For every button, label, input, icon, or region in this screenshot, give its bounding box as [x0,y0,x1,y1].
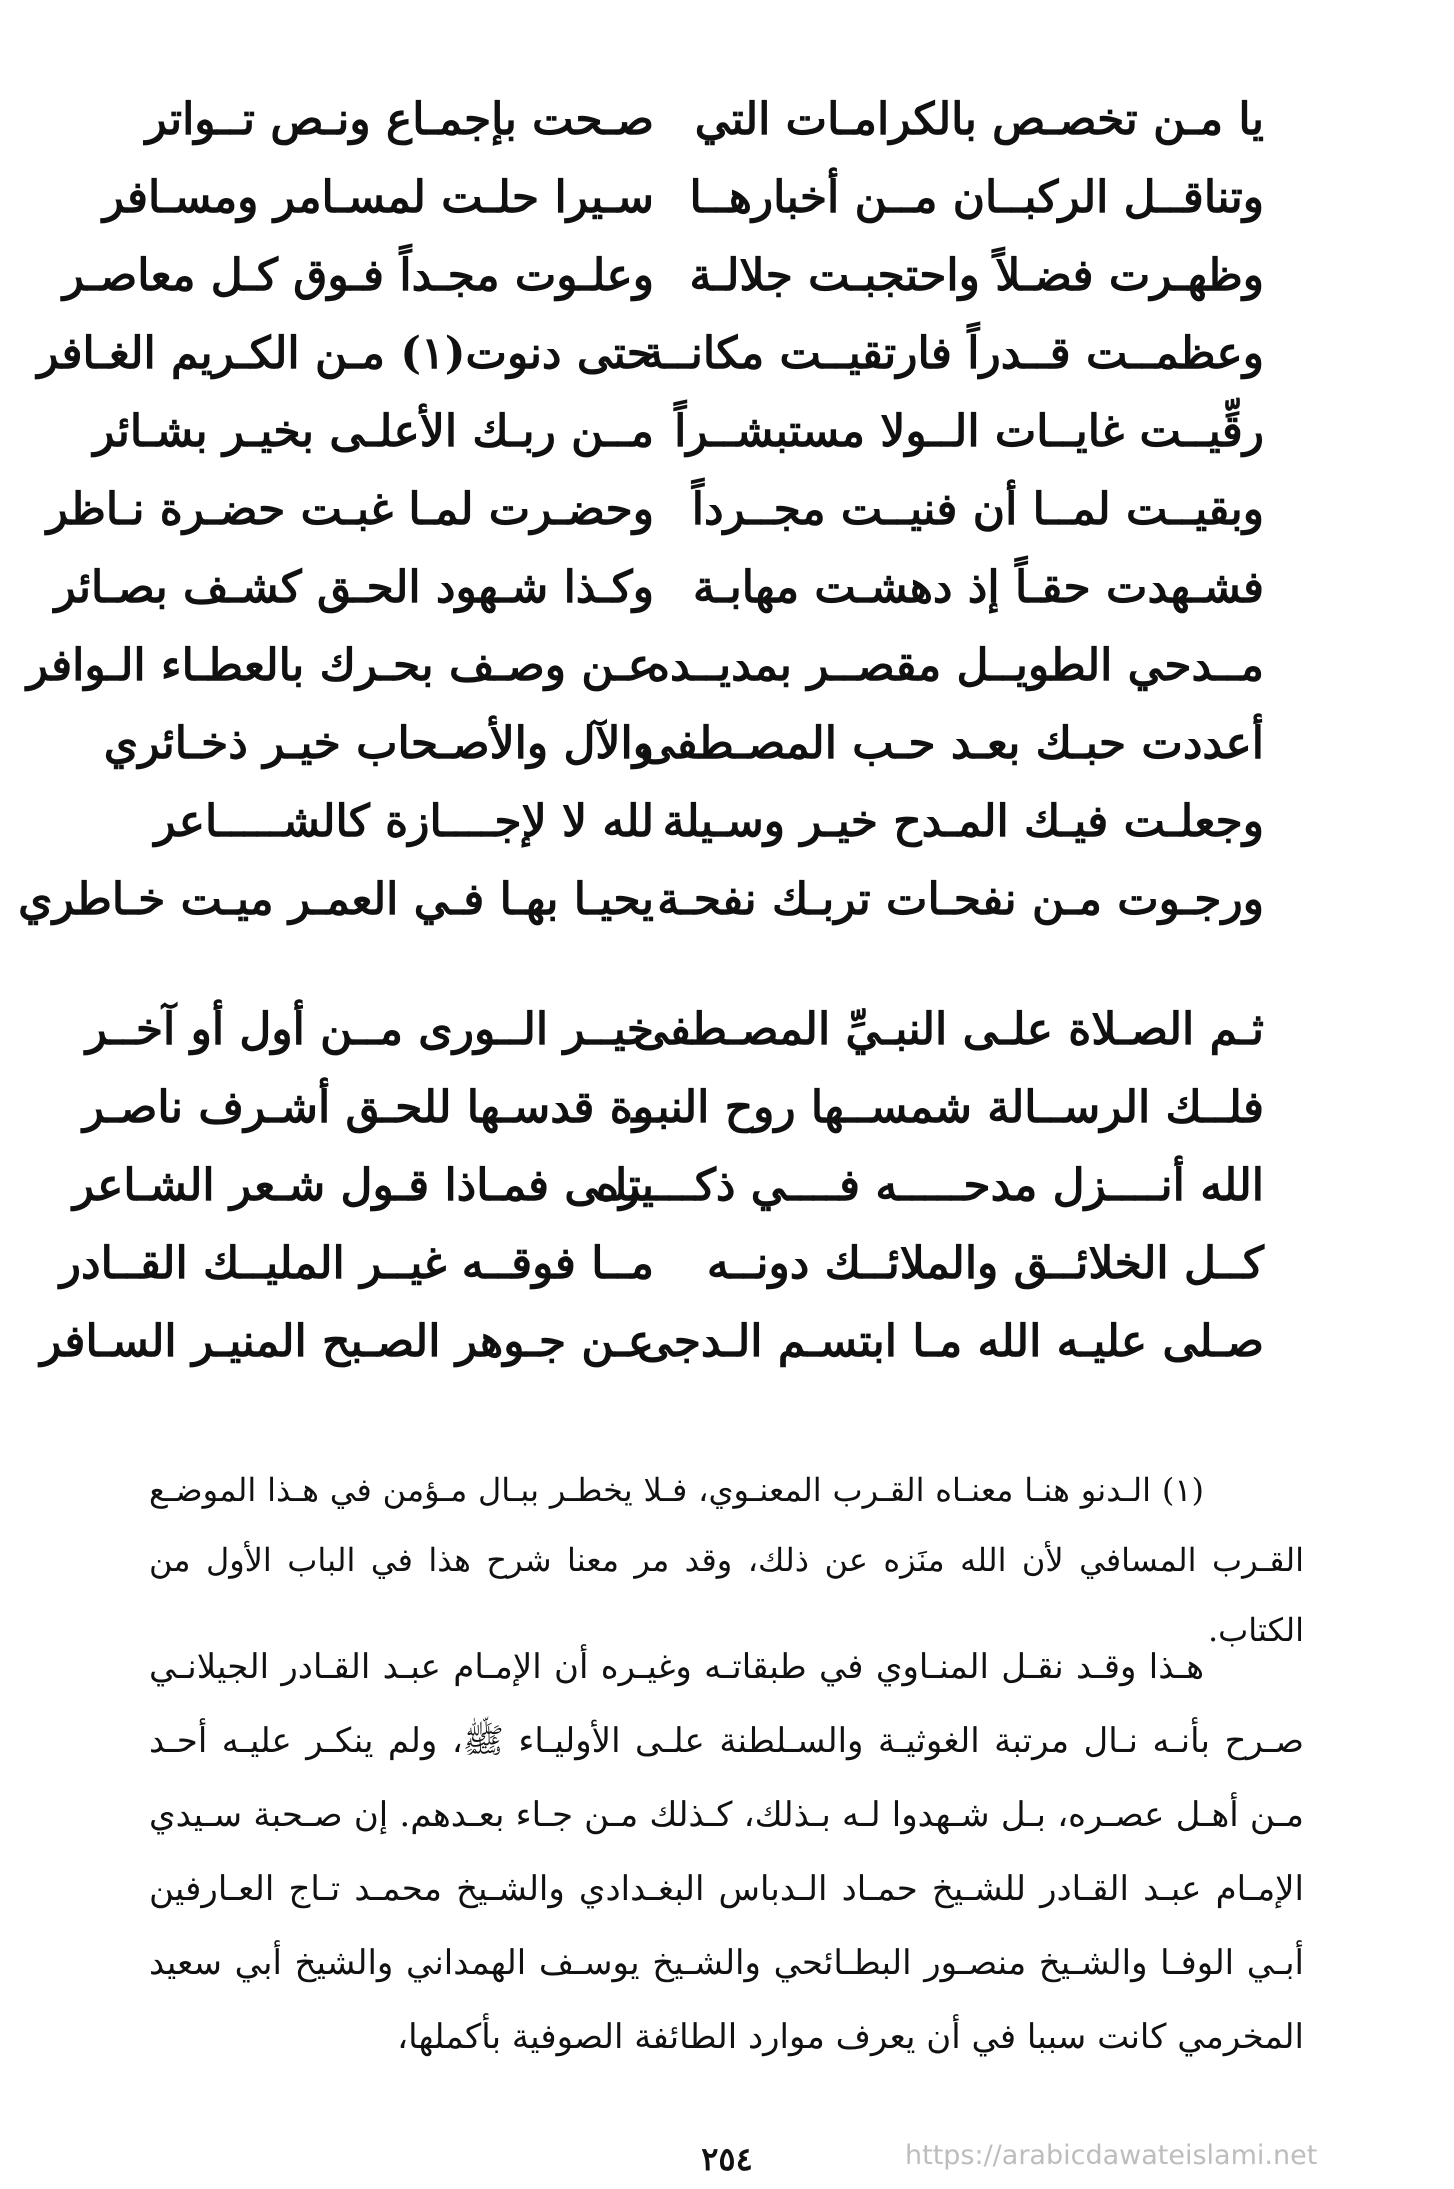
verse-second-hemistich: عـن وصـف بحـرك بالعطـاء الـوافر [26,640,654,691]
verse-second-hemistich: خيــر الــورى مــن أول أو آخــر [85,1004,654,1055]
verse-row [0,158,1454,238]
verse-row [0,990,1454,1070]
verse-first-hemistich: فشـهدت حقـاً إذ دهشـت مهابـة [693,562,1264,613]
verse-second-hemistich: مــا فوقــه غيــر المليــك القــادر [59,1238,654,1289]
verse-second-hemistich: حتى دنوت(١) مـن الكـريم الغـافر [37,328,654,379]
verse-row [0,548,1454,628]
verse-first-hemistich: مــدحي الطويــل مقصــر بمديــده [646,640,1264,691]
verse-second-hemistich: يحيـا بهـا فـي العمـر ميـت خـاطري [18,874,654,925]
verse-first-hemistich: وعظمــت قــدراً فارتقيــت مكانــة [641,328,1264,379]
verse-first-hemistich: وجعلـت فيـك المـدح خيـر وسـيلة [662,796,1264,847]
verse-second-hemistich: والآل والأصـحاب خيـر ذخـائري [103,718,654,769]
verse-first-hemistich: كــل الخلائــق والملائــك دونــه [706,1238,1264,1289]
verse-second-hemistich: سـيرا حلـت لمسـامر ومسـافر [102,172,654,223]
verse-row [0,1146,1454,1226]
verse-second-hemistich: يتلـى فمـاذا قـول شـعر الشـاعر [72,1160,654,1211]
verse-first-hemistich: رقِّيــت غايــات الــولا مستبشــراً [674,406,1264,457]
verse-first-hemistich: الله أنــــزل مدحـــــه فــــي ذكــــره [596,1160,1264,1211]
verse-row [0,314,1454,394]
verse-second-hemistich: وكـذا شـهود الحـق كشـف بصـائر [54,562,654,613]
verse-first-hemistich: يا مـن تخصـص بالكرامـات التي [694,94,1264,145]
verse-second-hemistich: عـن جـوهر الصـبح المنيـر السـافر [40,1316,654,1367]
verse-row [0,1068,1454,1148]
verse-first-hemistich: ورجـوت مـن نفحـات تربـك نفحـة [657,874,1264,925]
verse-second-hemistich: لله لا لإجــــازة كالشـــــاعر [154,796,654,847]
verse-first-hemistich: وتناقــل الركبــان مــن أخبارهــا [689,172,1264,223]
verse-row [0,236,1454,316]
verse-second-hemistich: مــن ربـك الأعلـى بخيـر بشـائر [93,406,654,457]
verse-row [0,80,1454,160]
verse-row [0,782,1454,862]
verse-row [0,1224,1454,1304]
verse-second-hemistich: وحضـرت لمـا غبـت حضـرة نـاظر [46,484,654,535]
verse-first-hemistich: أعددت حبـك بعـد حـب المصـطفى [639,718,1264,769]
verse-row [0,860,1454,940]
verse-first-hemistich: ثـم الصـلاة علـى النبـيِّ المصـطفى [633,1004,1264,1055]
verse-second-hemistich: وة قدسـها للحـق أشـرف ناصـر [82,1082,654,1133]
verse-row [0,626,1454,706]
page-number: ٢٥٤ [701,2140,753,2178]
footnote: (١) الـدنو هنـا معنـاه القـرب المعنـوي، فـلا يخطـر ببـال مـؤمن في هـذا الموضـع القـرب المسافي لأن الله منَزه عن ذلك، وقد مر معنا شرح هذا في الباب الأول من الكتاب. [149,1471,1305,1649]
verse-row [0,470,1454,550]
verse-second-hemistich: وعلـوت مجـداً فـوق كـل معاصـر [62,250,654,301]
verse-first-hemistich: صـلى عليـه الله مـا ابتسـم الـدجى [637,1316,1264,1367]
verse-first-hemistich: وبقيــت لمــا أن فنيــت مجــرداً [691,484,1264,535]
verse-second-hemistich: صـحت بإجمـاع ونـص تــواتر [145,94,654,145]
verse-row [0,392,1454,472]
body-paragraph: هـذا وقـد نقـل المنـاوي في طبقاتـه وغيـره أن الإمـام عبـد القـادر الجيلانـي صـرح بأنـه نـال مرتبة الغوثيـة والسـلطنة علـى الأوليـاء ﷺ، ولم ينكـر عليـه أحـد مـن أهـل عصـره، بـل شـهدوا لـه بـذلك، كـذلك مـن جـاء بعـدهم. إن صـحبة سـيدي الإمـام عبـد القـادر للشـيخ حمـاد الـدباس البغـدادي والشـيخ محمـد تـاج العـارفين أبـي الوفـا والشـيخ منصـور البطـائحي والشـيخ يوسـف الهمداني والشيخ أبي سعيد المخرمي كانت سببا في أن يعرف موارد الطائفة الصوفية بأكملها، [149,1647,1304,2057]
verse-first-hemistich: وظهـرت فضـلاً واحتجبـت جلالـة [689,250,1264,301]
verse-row [0,704,1454,784]
verse-row [0,1302,1454,1382]
watermark-url: https://arabicdawateislami.net [905,2140,1318,2171]
verse-first-hemistich: فلــك الرســالة شمســها روح النبــ [631,1082,1264,1133]
